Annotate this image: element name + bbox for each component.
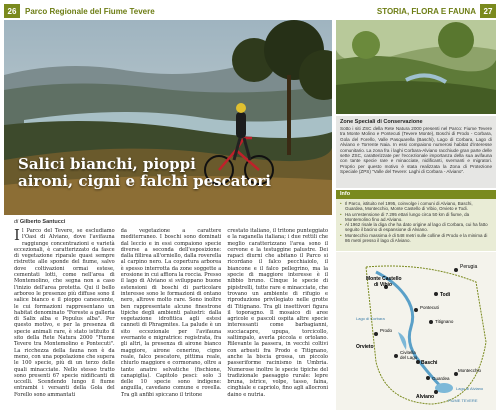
left-page-number: 26 (4, 4, 20, 18)
map-label: Prodo (380, 328, 393, 333)
map-label: Montecchio (458, 368, 482, 373)
box-text: Sotto i siti ZSC della Rete Natura 2000 presenti nel Parco: Fiume Tevere tra Monte Molino e Pontecuti (Tevere Monte), Boschi di Prodo - Corbara, Gola del Forello, Valle Pasquarella (Baschi), Lago di Corbara, Lago di Alviano e Torrente Naia. In essi compaiono numerosi habitat d'interesse comunitario. La zona fra i laghi Corbara-Alviano racchiude gran parte delle sette ZSC, caratterizzate per l'eccezionale importanza della sua avifauna con tante specie rare e minacciate, nidificanti, svernanti e migratori. Proprio per questo motivo è stata realizzata la Zona di Protezione Speciale (ZPS) "Valle del Tevere: Laghi di Corbara - Alviano". (340, 126, 492, 175)
article-title (18, 156, 271, 190)
map-label: Guardea (432, 376, 450, 381)
article-title-line-2: aironi, cigni e falchi pescatori (18, 172, 271, 190)
map-label: Titignano (435, 319, 454, 324)
map-label: FIUME TEVERE (448, 398, 478, 403)
info-list (336, 199, 496, 251)
article-column-2 (121, 228, 222, 410)
map-label: Lago di Alviano (456, 386, 484, 391)
map-label: Alviano (416, 394, 435, 400)
credit-prefix: di (14, 219, 19, 225)
map-label: Pontecuti (420, 305, 439, 310)
info-item: • Ha un'estensione di 7.295 ettari lungo circa 50 km di fiume, da Montemolino fino ad Alviano. (340, 212, 492, 223)
info-item: • Al 1962 risale la diga che ha dato origine al lago di Corbara, cui ha fatto seguito il bacino di espansione di Alviano. (340, 222, 492, 233)
right-running-title: STORIA, FLORA E FAUNA (376, 6, 476, 16)
park-map (336, 252, 496, 410)
author-name: Gilberto Santucci (19, 219, 66, 225)
article-title-line-1: Salici bianchi, pioppi (18, 155, 196, 173)
article-column-1 (14, 228, 115, 410)
drop-cap: I (14, 228, 20, 244)
lake-corbara (398, 332, 406, 350)
map-label: del Lago (400, 355, 418, 360)
left-running-title: Parco Regionale del Fiume Tevere (25, 6, 155, 16)
right-header (332, 4, 496, 18)
author-credit (14, 219, 65, 225)
info-heading: Info (336, 190, 496, 199)
main-photo (4, 20, 332, 215)
article-column-3 (227, 228, 328, 410)
map-label: Civitella (400, 350, 416, 355)
article-body (14, 228, 328, 410)
map-label: Perugia (460, 264, 478, 270)
article-column-1-text: l Parco del Tevere, se escludiamo l'Oasi di Alviano, dove l'avifauna raggiunge concentrazioni e varietà eccezionali, è caratterizzato da fasce di vegetazione riparale quasi sempre ristrette alle sponde del fiume, salvo dove coltivazioni ormai estese, cementati lotti, come nell'area di Montemolino, che segna non a caso l'inizio dell'area protetta. Qui il bello arboreo le presenze più diffuse sono il salice bianco e il pioppo canescente, le cui formazioni rappresentano un habitat denominato "Foreste a galleria di Salix alba e Populus alba". Per questo motivo, e per la presenza di specie animali rare, è stato istituito il sito della Rete Natura 2000 "Fiume Tevere tra Montemolino e Pontecuti". La ricchezza della fauna non è da meno, con una popolazione che supera le 100 specie, più di un terzo delle quali minacciate. Nello stesso tratto sono presenti 67 specie nidificanti di uccelli. Scendendo lungo il fiume entrambi i versanti della Gola del Forello sono ammantati (14, 228, 115, 398)
article-column-3-text: crestato italiano, il tritone punteggiato e la raganella italiana; i due rettili che meglio caratterizzano l'area sono il cervone e la testuggine palustre. Dei rapaci diurni che abitano il Parco si ricordano il falco pecchiaiolo, il biancone e il falco pellegrino, ma la specie di maggiore interesse è il nibbio bruno. Cinque le specie di pipistrelli, tutte rare e minacciate, che trovano un ambiente di rifugio e riproduzione privilegiato nelle grotte di Titignano. Tra gli insettivori figura il toporagno. Il mosaico di aree agricole e pascoli ospita altre specie interessanti come barbagianni, succiacapre, upupa, torcicollo, saltimpalo, averla piccola e ortolano. Rilevante la passera, in vecchi coltivi con arbusti fra Prodo e Titignano, anche la biscia grossa, un piccolo passeriforme racinismo in Umbria. Numerose inoltre le specie tipiche del tradizionale paesaggio rurale: lepre bruna, istrice, volpe, tasso, faina, cinghiale e capriolo, fino agli allocroni daino e nutria. (227, 228, 329, 398)
map-label: Lago di Corbara (356, 316, 385, 321)
info-item: • Montecchio massima è di 548 metri sulle colline di Prodo e la minima di 86 metri presso il lago di Alviano. (340, 233, 492, 244)
map-label: di Vibio (374, 282, 392, 288)
left-header (4, 4, 332, 18)
map-label: Baschi (421, 360, 438, 366)
map-label: Monte Castello (366, 276, 402, 282)
info-item: • Il Parco, istituito nel 1995, coinvolge i comuni di Alviano, Baschi, Guardea, Montecchio, Monte Castello di Vibio, Orvieto e Todi. (340, 201, 492, 212)
map-svg (336, 252, 496, 410)
map-label: Orvieto (356, 344, 374, 350)
article-column-2-text: da vegetazione a carattere mediterraneo. I boschi sono dominati dal leccio e in essi compaiono specie diverse a seconda dell'esposizione: dalla fillirea all'orniello, dalla roverella al carpino nero. La copertura arborea è spesso interrotta da zone soggette a erosione in cui affiora la roccia. Presso il lago di Alviano si sviluppano buone estensioni di boschi di particolare interesse sono le formazioni di ontano nero, altrove molto rare. Sono inoltre ben rappresentate alcune finestrone tipiche degli ambienti palustri: dalla vegetazione idrofitica agli estesi canneti di Phragmites. La palude è un sito eccezionale per l'avifauna svernante e migratrice: registrata, fra gli altri, la presenza di airone bianco maggiore, airone cenerino, cigno reale, falco pescatore, pittima reale, chiurlo maggiore e cormorano, oltre a tante anatre selvatiche (fischione, canapiglia). Capitolo pesci: solo 3 delle 10 specie sono indigene: anguilla, cavedano comune e rovella. Tra gli anfibi spiccano il tritone (120, 228, 222, 398)
map-label: Todi (440, 292, 451, 298)
special-conservation-box (336, 116, 496, 188)
right-page-number: 27 (480, 4, 496, 18)
box-title: Zone Speciali di Conservazione (340, 119, 423, 125)
wetland-photo (336, 20, 496, 114)
side-photo (336, 20, 496, 114)
